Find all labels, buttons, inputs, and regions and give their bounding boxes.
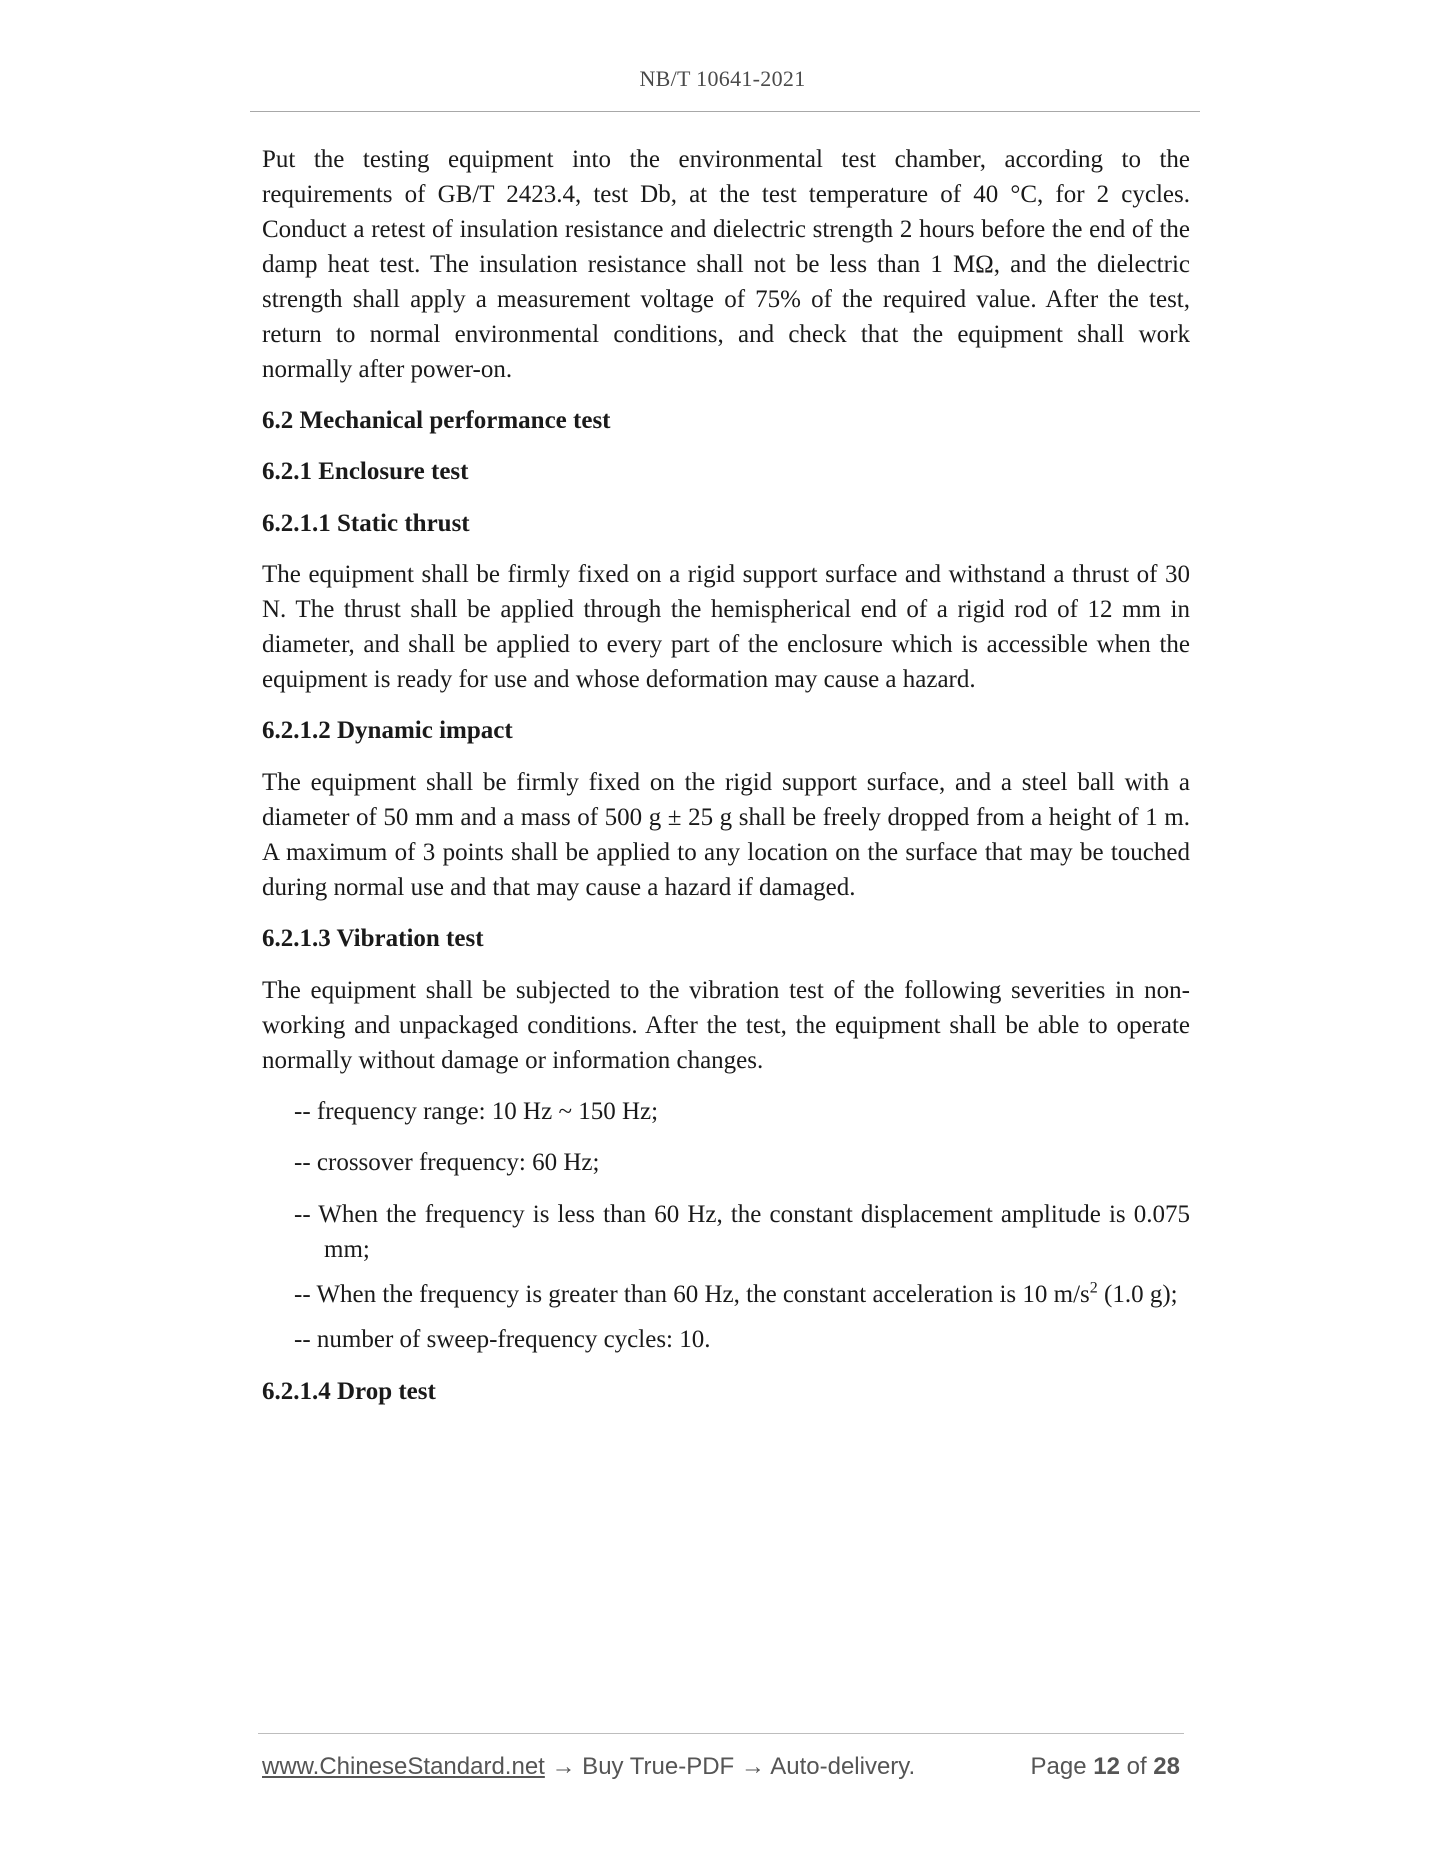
heading-6-2-1-4: 6.2.1.4 Drop test (262, 1378, 436, 1405)
total-page-count: 28 (1153, 1753, 1180, 1780)
paragraph-damp-heat: Put the testing equipment into the environmental test chamber, according to the requirements of GB/T 2423.4, test Db, at the test temperature of 40 °C, for 2 cycles. Conduct a retest of insulation resistance and dielectric strength 2 hours before the end of the damp heat test. The insulation resistance shall not be less than 1 MΩ, and the dielectric strength shall apply a measurement voltage of 75% of the required value. After the test, return to normal environmental conditions, and check that the equipment shall work normally after power-on. (262, 146, 1190, 383)
page-footer (262, 1753, 1180, 1785)
page-number-indicator (1031, 1753, 1180, 1781)
paragraph-static-thrust: The equipment shall be firmly fixed on a rigid support surface and withstand a thrust of 30 N. The thrust shall be applied through the hemispherical end of a rigid rod of 12 mm in diameter, and shall be applied to every part of the enclosure which is accessible when the equipment is ready for use and whose deformation may cause a hazard. (262, 561, 1190, 693)
page-label: Page (1030, 1753, 1094, 1780)
heading-6-2-1-3: 6.2.1.3 Vibration test (262, 925, 484, 952)
paragraph-dynamic-impact: The equipment shall be firmly fixed on the rigid support surface, and a steel ball with a diameter of 50 mm and a mass of 500 g ± 25 g shall be freely dropped from a height of 1 m. A maximum of 3 points shall be applied to any location on the surface that may be touched during normal use and that may cause a hazard if damaged. (262, 769, 1190, 901)
footer-divider (258, 1733, 1184, 1734)
header-divider (250, 111, 1200, 112)
list-item-sweep-cycles: -- number of sweep-frequency cycles: 10. (294, 1326, 711, 1353)
footer-promo-text: → Buy True-PDF → Auto-delivery. (544, 1753, 916, 1780)
paragraph-vibration: The equipment shall be subjected to the vibration test of the following severities in non-working and unpackaged conditions. After the test, the equipment shall be able to operate normally without damage or information changes. (262, 977, 1190, 1074)
document-id-header: NB/T 10641-2021 (639, 66, 806, 91)
heading-6-2: 6.2 Mechanical performance test (262, 407, 611, 434)
current-page-number: 12 (1093, 1753, 1120, 1780)
acceleration-text-tail: (1.0 g); (1097, 1281, 1178, 1308)
acceleration-text: -- When the frequency is greater than 60 Hz, the constant acceleration is 10 m/s (294, 1281, 1090, 1308)
list-item-frequency-range: -- frequency range: 10 Hz ~ 150 Hz; (294, 1098, 659, 1125)
heading-6-2-1-1: 6.2.1.1 Static thrust (262, 510, 470, 537)
list-item-displacement: -- When the frequency is less than 60 Hz, the constant displacement amplitude is 0.075 mm; (294, 1201, 1190, 1263)
list-item-acceleration (262, 1277, 1190, 1312)
heading-6-2-1-2: 6.2.1.2 Dynamic impact (262, 717, 513, 744)
list-item-crossover: -- crossover frequency: 60 Hz; (294, 1149, 600, 1176)
superscript-exponent: 2 (1089, 1279, 1098, 1297)
heading-6-2-1: 6.2.1 Enclosure test (262, 458, 469, 485)
of-label: of (1119, 1753, 1154, 1780)
footer-promo (262, 1753, 915, 1781)
chinesestandard-link[interactable]: www.ChineseStandard.net (262, 1753, 545, 1780)
page-content (262, 142, 1190, 1409)
